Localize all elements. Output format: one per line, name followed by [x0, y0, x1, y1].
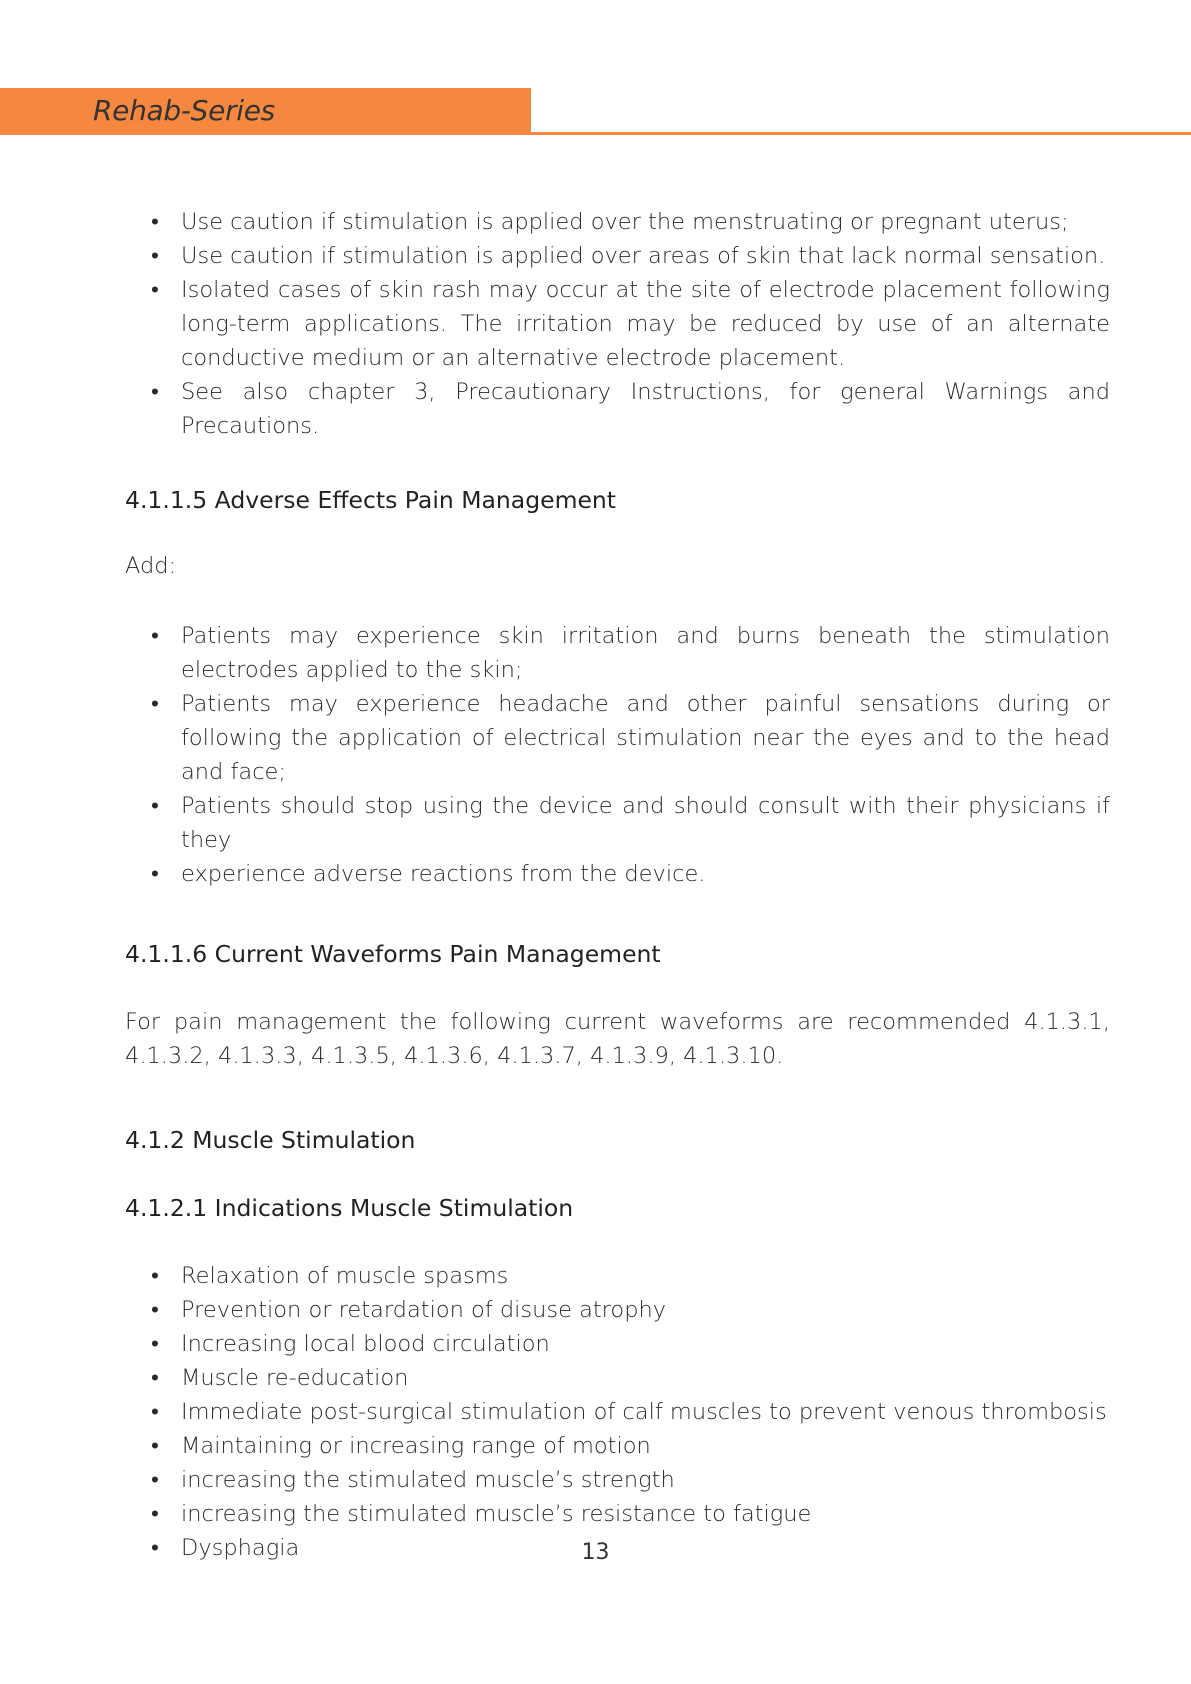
bullet-icon: • [151, 1399, 159, 1425]
bullet-icon: • [151, 243, 159, 269]
bullet-icon: • [151, 1365, 159, 1391]
list-item-text: Use caution if stimulation is applied over the menstruating or pregnant uterus; [181, 209, 1069, 235]
list-item [125, 1259, 1110, 1293]
bullet-icon: • [151, 1501, 159, 1527]
list-item [125, 1497, 1110, 1531]
indications-list [125, 1259, 1110, 1565]
list-item-text: Increasing local blood circulation [181, 1331, 550, 1357]
list-item [125, 1429, 1110, 1463]
list-item [125, 205, 1110, 239]
list-item [125, 857, 1110, 891]
list-item [125, 1293, 1110, 1327]
list-item-text: Patients should stop using the device and should consult with their physicians if they [181, 793, 1110, 853]
list-item-text: Relaxation of muscle spasms [181, 1263, 509, 1289]
list-item-text: Patients may experience skin irritation and burns beneath the stimulation electrodes applied to the skin; [181, 623, 1110, 683]
list-item-text: experience adverse reactions from the device. [181, 861, 706, 887]
bullet-icon: • [151, 209, 159, 235]
list-item [125, 1361, 1110, 1395]
section-heading-current-waveforms: 4.1.1.6 Current Waveforms Pain Management [125, 940, 661, 968]
list-item [125, 789, 1110, 857]
bullet-icon: • [151, 1467, 159, 1493]
list-item-text: See also chapter 3, Precautionary Instructions, for general Warnings and Precautions. [181, 379, 1110, 439]
bullet-icon: • [151, 793, 159, 819]
list-item-text: Immediate post-surgical stimulation of calf muscles to prevent venous thrombosis [181, 1399, 1107, 1425]
bullet-icon: • [151, 623, 159, 649]
bullet-icon: • [151, 1433, 159, 1459]
waveforms-paragraph: For pain management the following current waveforms are recommended 4.1.3.1, 4.1.3.2, 4.1.3.3, 4.1.3.5, 4.1.3.6, 4.1.3.7, 4.1.3.9, 4.1.3.10. [125, 1009, 1110, 1069]
header-rule [531, 132, 1191, 135]
list-item [125, 1395, 1110, 1429]
list-item [125, 687, 1110, 789]
list-item-text: Muscle re-education [181, 1365, 409, 1391]
list-item-text: Isolated cases of skin rash may occur at the site of electrode placement following long-term applications. The irritation may be reduced by use of an alternate conductive medium or an alternative electrode placement. [181, 277, 1110, 371]
list-item-text: increasing the stimulated muscle’s resistance to fatigue [181, 1501, 812, 1527]
section-heading-indications: 4.1.2.1 Indications Muscle Stimulation [125, 1194, 574, 1222]
list-item-text: Dysphagia [181, 1535, 300, 1561]
section-heading-adverse-effects: 4.1.1.5 Adverse Effects Pain Management [125, 486, 617, 514]
list-item [125, 273, 1110, 375]
bullet-icon: • [151, 277, 159, 303]
bullet-icon: • [151, 691, 159, 717]
adverse-effects-list [125, 619, 1110, 891]
list-item-text: Use caution if stimulation is applied over areas of skin that lack normal sensation. [181, 243, 1106, 269]
bullet-icon: • [151, 861, 159, 887]
add-label: Add: [125, 553, 177, 579]
bullet-icon: • [151, 1297, 159, 1323]
bullet-icon: • [151, 379, 159, 405]
list-item [125, 239, 1110, 273]
bullet-icon: • [151, 1535, 159, 1561]
section-heading-muscle-stimulation: 4.1.2 Muscle Stimulation [125, 1126, 416, 1154]
page-number: 13 [581, 1540, 610, 1565]
list-item [125, 619, 1110, 687]
list-item-text: Patients may experience headache and other painful sensations during or following the application of electrical stimulation near the eyes and to the head and face; [181, 691, 1110, 785]
header-title: Rehab-Series [93, 94, 275, 127]
bullet-icon: • [151, 1331, 159, 1357]
list-item [125, 1327, 1110, 1361]
bullet-icon: • [151, 1263, 159, 1289]
list-item-text: increasing the stimulated muscle’s strength [181, 1467, 675, 1493]
precautions-list [125, 205, 1110, 443]
list-item [125, 375, 1110, 443]
page-content [125, 205, 1110, 1565]
list-item-text: Maintaining or increasing range of motion [181, 1433, 651, 1459]
list-item-text: Prevention or retardation of disuse atrophy [181, 1297, 667, 1323]
list-item [125, 1463, 1110, 1497]
